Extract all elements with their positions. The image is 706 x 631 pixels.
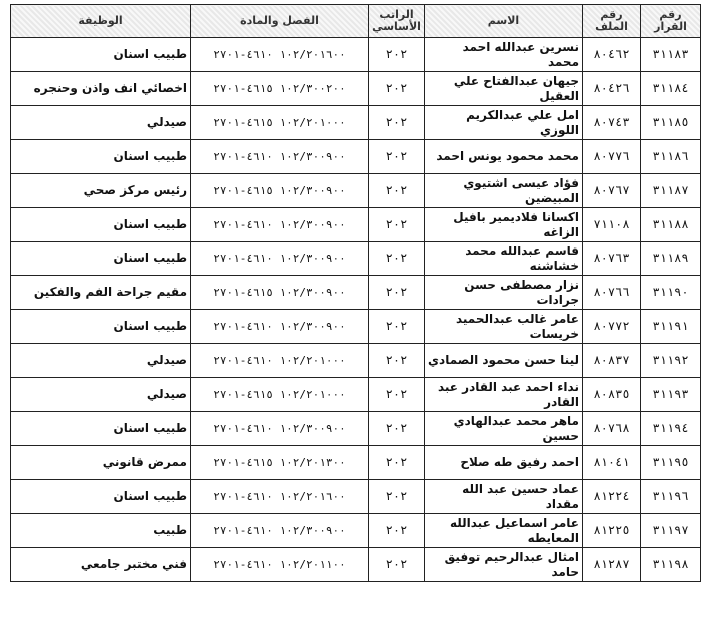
job-title-cell: صيدلي: [11, 344, 191, 378]
job-title-cell: طبيب اسنان: [11, 38, 191, 72]
employee-name-cell: قاسم عبدالله محمد خشاشنه: [425, 242, 583, 276]
header-chapter: الفصل والمادة: [191, 5, 369, 38]
chapter-code-cell: ١٠٢/٣٠٠٩٠٠ ٤٦١٠-٢٧٠١: [191, 514, 369, 548]
employee-name-cell: امل علي عبدالكريم اللوزي: [425, 106, 583, 140]
decision-no-cell: ٣١١٩٣: [641, 378, 701, 412]
table-header-row: [11, 5, 701, 38]
salary-cell: ٢٠٢: [369, 548, 425, 582]
header-file-no: رقم الملف: [583, 5, 641, 38]
job-title-cell: فني مختبر جامعي: [11, 548, 191, 582]
table-row: [11, 208, 701, 242]
decision-no-cell: ٣١١٨٣: [641, 38, 701, 72]
table-row: [11, 548, 701, 582]
job-title-cell: طبيب اسنان: [11, 412, 191, 446]
salary-cell: ٢٠٢: [369, 514, 425, 548]
salary-cell: ٢٠٢: [369, 446, 425, 480]
employee-name-cell: لينا حسن محمود الصمادي: [425, 344, 583, 378]
decision-no-cell: ٣١١٩٠: [641, 276, 701, 310]
file-no-cell: ٨٠٤٦٢: [583, 38, 641, 72]
employee-name-cell: محمد محمود يونس احمد: [425, 140, 583, 174]
chapter-code-cell: ١٠٢/٣٠٠٩٠٠ ٤٦١٥-٢٧٠١: [191, 276, 369, 310]
file-no-cell: ٨٠٧٦٧: [583, 174, 641, 208]
job-title-cell: رئيس مركز صحي: [11, 174, 191, 208]
decision-no-cell: ٣١١٩٤: [641, 412, 701, 446]
decision-no-cell: ٣١١٨٧: [641, 174, 701, 208]
salary-cell: ٢٠٢: [369, 174, 425, 208]
header-name: الاسم: [425, 5, 583, 38]
employee-name-cell: نزار مصطفى حسن جرادات: [425, 276, 583, 310]
chapter-code-cell: ١٠٢/٢٠١٠٠٠ ٤٦١٠-٢٧٠١: [191, 344, 369, 378]
file-no-cell: ٨٠٨٣٧: [583, 344, 641, 378]
table-row: [11, 446, 701, 480]
employee-name-cell: نسرين عبدالله احمد محمد: [425, 38, 583, 72]
chapter-code-cell: ١٠٢/٣٠٠٩٠٠ ٤٦١٠-٢٧٠١: [191, 242, 369, 276]
table-row: [11, 276, 701, 310]
chapter-code-cell: ١٠٢/٢٠١١٠٠ ٤٦١٠-٢٧٠١: [191, 548, 369, 582]
table-row: [11, 310, 701, 344]
employee-name-cell: عماد حسين عبد الله مقداد: [425, 480, 583, 514]
salary-cell: ٢٠٢: [369, 140, 425, 174]
job-title-cell: ممرض قانوني: [11, 446, 191, 480]
salary-cell: ٢٠٢: [369, 276, 425, 310]
salary-cell: ٢٠٢: [369, 412, 425, 446]
employee-name-cell: فؤاد عيسى اشتيوي المبيضين: [425, 174, 583, 208]
employee-name-cell: اكسانا فلاديمير بافيل الزاغه: [425, 208, 583, 242]
job-title-cell: اخصائي انف واذن وحنجره: [11, 72, 191, 106]
job-title-cell: طبيب اسنان: [11, 310, 191, 344]
table-row: [11, 38, 701, 72]
chapter-code-cell: ١٠٢/٣٠٠٩٠٠ ٤٦١٥-٢٧٠١: [191, 174, 369, 208]
chapter-code-cell: ١٠٢/٢٠١٠٠٠ ٤٦١٥-٢٧٠١: [191, 106, 369, 140]
salary-cell: ٢٠٢: [369, 72, 425, 106]
table-row: [11, 378, 701, 412]
file-no-cell: ٨٠٧٤٣: [583, 106, 641, 140]
decision-no-cell: ٣١١٩٧: [641, 514, 701, 548]
chapter-code-cell: ١٠٢/٣٠٠٩٠٠ ٤٦١٠-٢٧٠١: [191, 310, 369, 344]
chapter-code-cell: ١٠٢/٣٠٠٩٠٠ ٤٦١٠-٢٧٠١: [191, 412, 369, 446]
decision-no-cell: ٣١١٩٥: [641, 446, 701, 480]
salary-cell: ٢٠٢: [369, 242, 425, 276]
salary-cell: ٢٠٢: [369, 480, 425, 514]
job-title-cell: صيدلي: [11, 106, 191, 140]
job-title-cell: مقيم جراحة الفم والفكين: [11, 276, 191, 310]
file-no-cell: ٨٠٧٦٦: [583, 276, 641, 310]
salary-cell: ٢٠٢: [369, 106, 425, 140]
file-no-cell: ٨٠٧٦٣: [583, 242, 641, 276]
decision-no-cell: ٣١١٨٥: [641, 106, 701, 140]
header-decision-no: رقم القرار: [641, 5, 701, 38]
job-title-cell: طبيب اسنان: [11, 140, 191, 174]
employee-name-cell: نداء احمد عبد القادر عبد القادر: [425, 378, 583, 412]
decision-no-cell: ٣١١٨٨: [641, 208, 701, 242]
salary-cell: ٢٠٢: [369, 38, 425, 72]
salary-cell: ٢٠٢: [369, 344, 425, 378]
employee-name-cell: امثال عبدالرحيم توفيق حامد: [425, 548, 583, 582]
chapter-code-cell: ١٠٢/٢٠١٣٠٠ ٤٦١٥-٢٧٠١: [191, 446, 369, 480]
table-row: [11, 412, 701, 446]
file-no-cell: ٨١٢٢٤: [583, 480, 641, 514]
chapter-code-cell: ١٠٢/٢٠١٦٠٠ ٤٦١٠-٢٧٠١: [191, 38, 369, 72]
decision-no-cell: ٣١١٩١: [641, 310, 701, 344]
decision-no-cell: ٣١١٨٤: [641, 72, 701, 106]
table-row: [11, 242, 701, 276]
decision-no-cell: ٣١١٨٦: [641, 140, 701, 174]
chapter-code-cell: ١٠٢/٣٠٠٩٠٠ ٤٦١٠-٢٧٠١: [191, 208, 369, 242]
chapter-code-cell: ١٠٢/٣٠٠٩٠٠ ٤٦١٠-٢٧٠١: [191, 140, 369, 174]
chapter-code-cell: ١٠٢/٢٠١٦٠٠ ٤٦١٠-٢٧٠١: [191, 480, 369, 514]
employee-name-cell: جيهان عبدالفتاح علي العقيل: [425, 72, 583, 106]
decision-no-cell: ٣١١٨٩: [641, 242, 701, 276]
table-row: [11, 514, 701, 548]
header-salary: الراتب الأساسي: [369, 5, 425, 38]
appointments-table: [10, 4, 701, 582]
job-title-cell: طبيب اسنان: [11, 242, 191, 276]
job-title-cell: صيدلي: [11, 378, 191, 412]
salary-cell: ٢٠٢: [369, 310, 425, 344]
file-no-cell: ٨١٢٨٧: [583, 548, 641, 582]
chapter-code-cell: ١٠٢/٣٠٠٢٠٠ ٤٦١٥-٢٧٠١: [191, 72, 369, 106]
decision-no-cell: ٣١١٩٨: [641, 548, 701, 582]
decision-no-cell: ٣١١٩٦: [641, 480, 701, 514]
appointments-table-sheet: [10, 4, 700, 628]
file-no-cell: ٨٠٧٧٦: [583, 140, 641, 174]
chapter-code-cell: ١٠٢/٢٠١٠٠٠ ٤٦١٥-٢٧٠١: [191, 378, 369, 412]
file-no-cell: ٨٠٧٦٨: [583, 412, 641, 446]
table-row: [11, 480, 701, 514]
file-no-cell: ٨٠٨٣٥: [583, 378, 641, 412]
table-row: [11, 72, 701, 106]
table-row: [11, 106, 701, 140]
job-title-cell: طبيب: [11, 514, 191, 548]
file-no-cell: ٧١١٠٨: [583, 208, 641, 242]
file-no-cell: ٨٠٤٢٦: [583, 72, 641, 106]
salary-cell: ٢٠٢: [369, 378, 425, 412]
file-no-cell: ٨١٢٢٥: [583, 514, 641, 548]
job-title-cell: طبيب اسنان: [11, 208, 191, 242]
job-title-cell: طبيب اسنان: [11, 480, 191, 514]
salary-cell: ٢٠٢: [369, 208, 425, 242]
employee-name-cell: عامر غالب عبدالحميد خريسات: [425, 310, 583, 344]
employee-name-cell: عامر اسماعيل عبدالله المعايطه: [425, 514, 583, 548]
employee-name-cell: احمد رفيق طه صلاح: [425, 446, 583, 480]
decision-no-cell: ٣١١٩٢: [641, 344, 701, 378]
table-row: [11, 174, 701, 208]
file-no-cell: ٨١٠٤١: [583, 446, 641, 480]
employee-name-cell: ماهر محمد عبدالهادي حسين: [425, 412, 583, 446]
table-row: [11, 344, 701, 378]
header-job: الوظيفة: [11, 5, 191, 38]
table-row: [11, 140, 701, 174]
file-no-cell: ٨٠٧٧٢: [583, 310, 641, 344]
